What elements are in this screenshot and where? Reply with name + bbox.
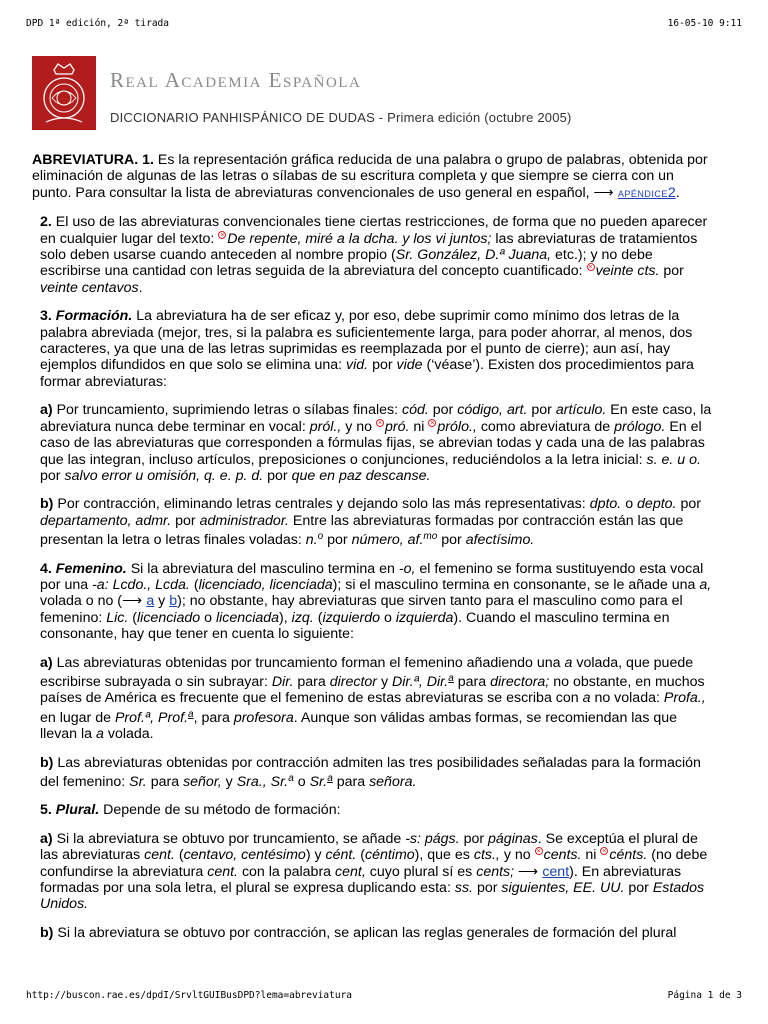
paragraph-4a	[32, 655, 712, 743]
text: ); si el masculino termina en consonante, se le añade una	[332, 576, 696, 593]
text: por	[628, 880, 649, 897]
example: Dir.	[271, 673, 294, 690]
example: izquierdo	[322, 609, 381, 626]
text: (‘véase’). Existen dos procedimientos para formar abreviaturas:	[40, 357, 694, 390]
paragraph-1	[32, 152, 712, 202]
superscript: a	[188, 708, 194, 720]
print-footer-page: Página 1 de 3	[667, 990, 742, 1001]
text: ni	[413, 418, 425, 435]
item-label: b)	[40, 496, 54, 513]
text: Depende de su método de formación:	[103, 802, 341, 819]
text: (	[360, 847, 365, 864]
example: izquierda	[395, 609, 454, 626]
text: cuyo plural sí es	[369, 863, 473, 880]
text: por	[327, 532, 348, 549]
text: volada o no (⟶	[40, 593, 143, 610]
example: cént.	[325, 847, 357, 864]
example: prólogo.	[614, 418, 666, 435]
text: . Aunque son válidas ambas formas, se recomiendan las que llevan la	[40, 709, 678, 743]
text: o	[297, 774, 306, 790]
brand-title: Real Academia Española	[110, 68, 362, 92]
example: vid.	[346, 357, 369, 374]
text: Por contracción, eliminando letras centrales y dejando solo las más representativas:	[57, 496, 586, 513]
text: por	[441, 532, 462, 549]
section-title-femenino: Femenino.	[55, 560, 127, 577]
text: ) y	[305, 847, 322, 864]
text: para	[336, 774, 366, 790]
paragraph-3b	[32, 496, 712, 548]
example: depto.	[637, 496, 677, 513]
example: n.	[305, 532, 318, 549]
text: (	[317, 609, 323, 626]
incorrect-mark-icon: ×	[220, 231, 225, 239]
text: para	[297, 673, 326, 690]
example: siguientes, EE. UU.	[501, 880, 625, 897]
incorrect-mark-icon: ×	[377, 419, 383, 427]
text: Las abreviaturas obtenidas por truncamiento forman el femenino añadiendo una	[56, 654, 561, 671]
paragraph-4b	[32, 755, 712, 791]
appendix-number-link[interactable]: 2	[667, 184, 676, 201]
text: Entre las abreviaturas formadas por contracción están las que presentan la letra o letras finales voladas:	[40, 512, 684, 549]
text: con la palabra	[241, 863, 332, 880]
print-footer-url: http://buscon.rae.es/dpdI/SrvltGUIBusDPD?lema=abreviatura	[26, 990, 353, 1001]
example: veinte centavos	[40, 279, 139, 296]
text: para	[150, 774, 180, 790]
example: director	[329, 673, 378, 690]
text: La abreviatura ha de ser eficaz y, por eso, debe suprimir como mínimo dos letras de la palabra abreviada (mejor, tres, si la palabra es suficientemente larga, para poder ahorrar, al menos, dos caracteres, ya que una de las letras suprimidas es reemplazada por el punto de cierre); aun así, hay ejemplos difundidos en que solo se elimina una:	[40, 308, 693, 374]
example: afectísimo.	[465, 532, 535, 549]
example: cent.	[207, 863, 238, 880]
text: ). En abreviaturas formadas por una sola letra, el plural se expresa duplicando esta:	[40, 863, 682, 897]
example: cénts.	[609, 847, 648, 864]
example: Sr. González, D.ª Juana,	[395, 247, 552, 264]
section-title-plural: Plural.	[55, 802, 100, 819]
sense-number-3: 3.	[40, 308, 52, 325]
example: cód.	[402, 402, 429, 419]
text: por	[432, 402, 454, 419]
text: para	[457, 673, 487, 690]
example: Sra., Sr.	[236, 774, 289, 790]
text: o	[204, 609, 212, 626]
text: , para	[193, 709, 230, 726]
text: ), que es	[414, 847, 470, 864]
link-b[interactable]: b	[169, 593, 178, 610]
text: por	[680, 496, 701, 513]
sense-number-2: 2.	[40, 214, 52, 231]
text: por	[476, 880, 498, 897]
text: .	[675, 184, 680, 201]
text: En este caso, la abreviatura nunca debe terminar en vocal:	[40, 402, 712, 435]
text: (no debe confundirse la abreviatura	[40, 847, 708, 880]
item-label: a)	[40, 654, 53, 671]
text: Si la abreviatura se obtuvo por truncamiento, se añade	[56, 830, 402, 847]
entry-headword: ABREVIATURA.	[32, 152, 139, 168]
rae-logo	[32, 56, 96, 130]
example: directora;	[490, 673, 550, 690]
example: cents;	[476, 863, 515, 880]
text: etc.); y no debe escribirse una cantidad con letras seguida de la abreviatura del concepto cuantificado:	[40, 247, 653, 280]
paragraph-5b	[32, 925, 712, 941]
print-footer	[26, 990, 742, 1004]
example: De repente, miré a la dcha. y los vi juntos;	[227, 230, 492, 247]
example: dpto.	[589, 496, 622, 513]
incorrect-mark-icon: ×	[536, 848, 541, 856]
text: . Se exceptúa el plural de las abreviaturas	[40, 830, 698, 864]
paragraph-2	[32, 214, 712, 296]
text: ⟶	[518, 863, 539, 880]
example: Sr.	[309, 774, 328, 790]
example: -s: págs.	[405, 830, 460, 847]
example: s. e. u o.	[646, 451, 701, 468]
example: ss.	[454, 880, 473, 897]
paragraph-3	[32, 308, 712, 390]
text: por	[267, 467, 288, 484]
text: ),	[279, 609, 288, 626]
item-label: a)	[40, 830, 53, 847]
text: o	[383, 609, 392, 626]
text: y	[380, 673, 389, 690]
text: por	[175, 512, 196, 529]
example: pró.	[385, 418, 410, 435]
print-header	[26, 18, 742, 32]
example: céntimo	[364, 847, 415, 864]
incorrect-mark-icon: ×	[588, 264, 593, 272]
example: cent.	[144, 847, 175, 864]
example: pról.,	[309, 418, 342, 435]
item-label: b)	[40, 754, 54, 771]
example: -a: Lcdo., Lcda.	[92, 576, 190, 593]
incorrect-mark-icon: ×	[602, 848, 607, 856]
text: (	[193, 576, 199, 593]
example: veinte cts.	[595, 263, 660, 280]
example: salvo error u omisión, q. e. p. d.	[64, 467, 264, 484]
example: Prof.ª, Prof.	[114, 709, 189, 726]
example: número, af.	[351, 532, 424, 549]
example: a	[96, 726, 104, 743]
text: y	[158, 593, 166, 610]
example: -o,	[398, 560, 416, 577]
print-header-left: DPD 1ª edición, 2ª tirada	[26, 18, 169, 29]
superscript: a	[448, 672, 454, 684]
text: (	[132, 609, 138, 626]
link-cent[interactable]: cent	[542, 863, 570, 880]
sense-number-4: 4.	[40, 560, 52, 577]
text: Es la representación gráfica reducida de una palabra o grupo de palabras, obtenida por eliminación de algunas de las letras o sílabas de su escritura completa y que siempre se cierra con un punto. Para consultar la lista de abreviaturas convencionales de uso general en español, ⟶	[32, 152, 708, 201]
paragraph-5	[32, 802, 712, 818]
text: ); no obstante, hay abreviaturas que sirven tanto para el masculino como para el femenino:	[40, 593, 683, 626]
example: vide	[396, 357, 423, 374]
example: prólo.,	[437, 418, 477, 435]
example: izq.	[291, 609, 314, 626]
example: Lic.	[106, 609, 129, 626]
paragraph-5a	[32, 831, 712, 913]
text: El uso de las abreviaturas convencionales tiene ciertas restricciones, de forma que no pueden aparecer en cualquier lugar del texto:	[40, 214, 708, 247]
text: por	[40, 467, 61, 484]
example: que en paz descanse.	[291, 467, 431, 484]
example: licenciado, licenciada	[198, 576, 333, 593]
example: código, art.	[457, 402, 528, 419]
link-a[interactable]: a	[146, 593, 155, 610]
text: no obstante, en muchos países de América es frecuente que el femenino de estas abreviaturas se escriba con	[40, 673, 705, 707]
text: por	[463, 830, 485, 847]
example: centavo, centésimo	[183, 847, 306, 864]
text: en lugar de	[40, 709, 111, 726]
text: Las abreviaturas obtenidas por contracción admiten las tres posibilidades señaladas para la formación del femenino:	[40, 754, 701, 790]
paragraph-4	[32, 561, 712, 643]
superscript: a	[327, 773, 333, 784]
text: volada, que puede escribirse subrayada o sin subrayar:	[40, 654, 694, 690]
example: páginas	[488, 830, 538, 847]
entry-content	[32, 152, 712, 941]
example: profesora	[233, 709, 294, 726]
paragraph-3a	[32, 402, 712, 484]
text: Si la abreviatura se obtuvo por contracción, se aplican las reglas generales de formación del plural	[57, 924, 677, 941]
example: Estados Unidos.	[40, 880, 705, 913]
example: departamento, admr.	[40, 512, 172, 529]
example: Sr.	[129, 774, 147, 790]
text: o	[625, 496, 634, 513]
example: licenciado	[137, 609, 201, 626]
text: ni	[585, 847, 597, 864]
example: a	[582, 690, 591, 707]
example: cts.,	[473, 847, 500, 864]
text: por	[663, 263, 684, 280]
sense-number-1: 1.	[142, 152, 154, 168]
text: y no	[345, 418, 373, 435]
rae-crest-icon	[32, 56, 96, 130]
text: En el caso de las abreviaturas que corresponden a fórmulas fijas, se abrevian todas y cada una de las palabras que las integran, incluso artículos, preposiciones o conjunciones, reduciéndolos a la letra inicial:	[40, 418, 705, 468]
item-label: b)	[40, 924, 54, 941]
text: Si la abreviatura del masculino termina en	[130, 560, 395, 577]
text: el femenino se forma sustituyendo esta vocal por una	[40, 560, 704, 593]
example: a	[564, 654, 573, 671]
example: cents.	[543, 847, 582, 864]
incorrect-mark-icon: ×	[430, 419, 435, 427]
appendix-link[interactable]: APÉNDICE	[617, 188, 668, 199]
text: por	[531, 402, 552, 419]
dictionary-subtitle: DICCIONARIO PANHISPÁNICO DE DUDAS - Primera edición (octubre 2005)	[110, 110, 572, 125]
example: artículo.	[555, 402, 607, 419]
example: señor,	[183, 774, 222, 790]
superscript: o	[317, 531, 324, 543]
superscript: a	[288, 773, 294, 784]
text: por	[372, 357, 393, 374]
text: como abreviatura de	[480, 418, 611, 435]
text: no volada:	[594, 690, 660, 707]
text: volada.	[107, 726, 154, 743]
example: a,	[699, 576, 712, 593]
print-header-right: 16-05-10 9:11	[667, 18, 742, 29]
text: .	[138, 279, 143, 296]
example: licenciada	[215, 609, 280, 626]
text: Por truncamiento, suprimiendo letras o sílabas finales:	[56, 402, 399, 419]
text: (	[178, 847, 184, 864]
example: cent,	[335, 863, 366, 880]
example: Profa.,	[663, 690, 706, 707]
item-label: a)	[40, 402, 53, 419]
example: administrador.	[199, 512, 289, 529]
example: Dir.ª, Dir.	[392, 673, 449, 690]
section-title-formacion: Formación.	[55, 308, 133, 325]
text: ). Cuando el masculino termina en consonante, hay que tener en cuenta lo siguiente:	[40, 609, 670, 643]
sense-number-5: 5.	[40, 802, 52, 819]
text: y no	[503, 847, 531, 864]
example: señora.	[369, 774, 417, 790]
text: las abreviaturas de tratamientos solo deben usarse cuando anteceden al nombre propio (	[40, 230, 698, 264]
superscript: mo	[423, 531, 438, 543]
text: y	[225, 774, 233, 790]
